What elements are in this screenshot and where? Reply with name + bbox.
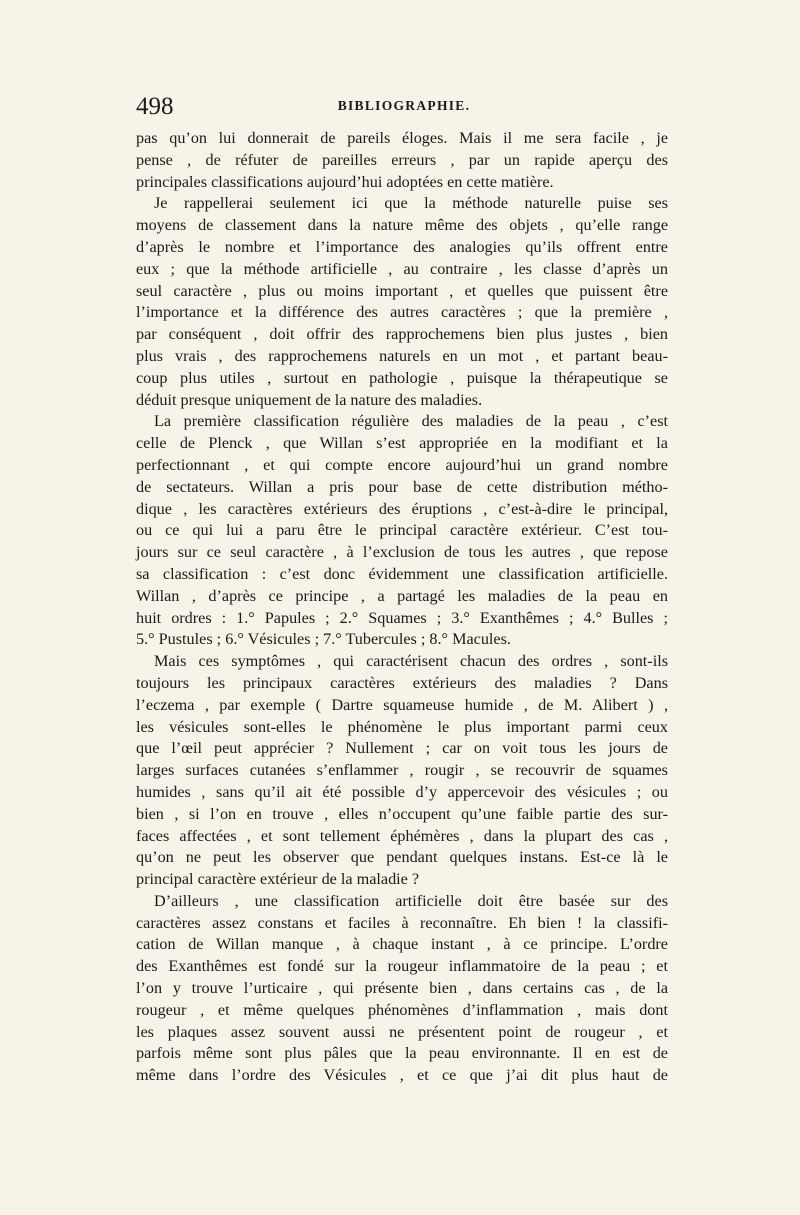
- text-line: rougeur , et même quelques phénomènes d’inflammation , mais dont: [136, 1000, 668, 1019]
- text-line: Je rappellerai seulement ici que la méthode naturelle puise ses: [154, 194, 668, 213]
- text-line: coup plus utiles , surtout en pathologie , puisque la thérapeutique se: [136, 368, 668, 387]
- text-line: pas qu’on lui donnerait de pareils éloges. Mais il me sera facile , je: [136, 129, 668, 147]
- text-line: que l’œil peut apprécier ? Nullement ; car on voit tous les jours de: [136, 739, 668, 758]
- text-line: moyens de classement dans la nature même des objets , qu’elle range: [136, 216, 668, 235]
- text-line: l’importance et la différence des autres caractères ; que la première ,: [136, 303, 668, 322]
- text-line: les plaques assez souvent aussi ne présentent point de rougeur , et: [136, 1022, 668, 1041]
- text-line: jours sur ce seul caractère , à l’exclusion de tous les autres , que repose: [136, 543, 668, 562]
- text-line: bien , si l’on en trouve , elles n’occupent qu’une faible partie des sur-: [136, 804, 668, 823]
- text-line: caractères assez constans et faciles à reconnaître. Eh bien ! la classifi-: [136, 913, 668, 932]
- text-line: d’après le nombre et l’importance des analogies qu’ils offrent entre: [136, 237, 668, 256]
- text-line: seul caractère , plus ou moins important , et quelles que puissent être: [136, 281, 668, 300]
- text-line: La première classification régulière des maladies de la peau , c’est: [154, 412, 668, 431]
- text-line: celle de Plenck , que Willan s’est appropriée en la modifiant et la: [136, 434, 668, 453]
- text-line: par conséquent , doit offrir des rapprochemens bien plus justes , bien: [136, 325, 668, 344]
- text-line: toujours les principaux caractères extérieurs des maladies ? Dans: [136, 673, 668, 692]
- text-line: eux ; que la méthode artificielle , au contraire , les classe d’après un: [136, 259, 668, 278]
- text-line: cation de Willan manque , à chaque instant , à ce principe. L’ordre: [136, 935, 668, 954]
- text-line: D’ailleurs , une classification artificielle doit être basée sur des: [154, 891, 668, 910]
- text-line: pense , de réfuter de pareilles erreurs , par un rapide aperçu des: [136, 150, 668, 169]
- page-number: 498: [136, 93, 174, 120]
- text-line: huit ordres : 1.° Papules ; 2.° Squames ; 3.° Exanthêmes ; 4.° Bulles ;: [136, 608, 668, 627]
- text-line: parfois même sont plus pâles que la peau environnante. Il en est de: [136, 1044, 668, 1063]
- text-line: l’eczema , par exemple ( Dartre squameuse humide , de M. Alibert ) ,: [136, 695, 668, 714]
- running-title: BIBLIOGRAPHIE.: [337, 98, 471, 113]
- text-line: qu’on ne peut les observer que pendant quelques instans. Est-ce là le: [136, 848, 668, 867]
- text-line: larges surfaces cutanées s’enflammer , rougir , se recouvrir de squames: [136, 761, 668, 780]
- text-line: l’on y trouve l’urticaire , qui présente bien , dans certains cas , de la: [136, 979, 668, 998]
- text-line: des Exanthêmes est fondé sur la rougeur inflammatoire de la peau ; et: [136, 957, 668, 976]
- text-line: humides , sans qu’il ait été possible d’y appercevoir des vésicules ; ou: [136, 782, 668, 801]
- text-line: dique , les caractères extérieurs des éruptions , c’est-à-dire le principal,: [136, 499, 668, 518]
- text-line: 5.° Pustules ; 6.° Vésicules ; 7.° Tubercules ; 8.° Macules.: [136, 630, 511, 649]
- text-line: Willan , d’après ce principe , a partagé les maladies de la peau en: [136, 586, 668, 605]
- text-line: faces affectées , et sont tellement éphémères , dans la plupart des cas ,: [136, 826, 668, 845]
- text-line: même dans l’ordre des Vésicules , et ce que j’ai dit plus haut de: [136, 1066, 668, 1085]
- text-line: principal caractère extérieur de la maladie ?: [136, 870, 420, 889]
- text-line: déduit presque uniquement de la nature des maladies.: [136, 390, 483, 409]
- text-line: les vésicules sont-elles le phénomène le plus important parmi ceux: [136, 717, 668, 736]
- text-line: Mais ces symptômes , qui caractérisent chacun des ordres , sont-ils: [154, 652, 668, 671]
- text-line: plus vrais , des rapprochemens naturels en un mot , et partant beau-: [136, 346, 668, 365]
- text-line: perfectionnant , et qui compte encore aujourd’hui un grand nombre: [136, 455, 668, 474]
- body-text: [136, 128, 668, 1087]
- text-line: sa classification : c’est donc évidemment une classification artificielle.: [136, 564, 668, 583]
- text-line: ou ce qui lui a paru être le principal caractère extérieur. C’est tou-: [136, 521, 668, 540]
- page-header: [136, 92, 672, 122]
- text-line: de sectateurs. Willan a pris pour base de cette distribution métho-: [136, 477, 668, 496]
- text-line: principales classifications aujourd’hui adoptées en cette matière.: [136, 172, 554, 191]
